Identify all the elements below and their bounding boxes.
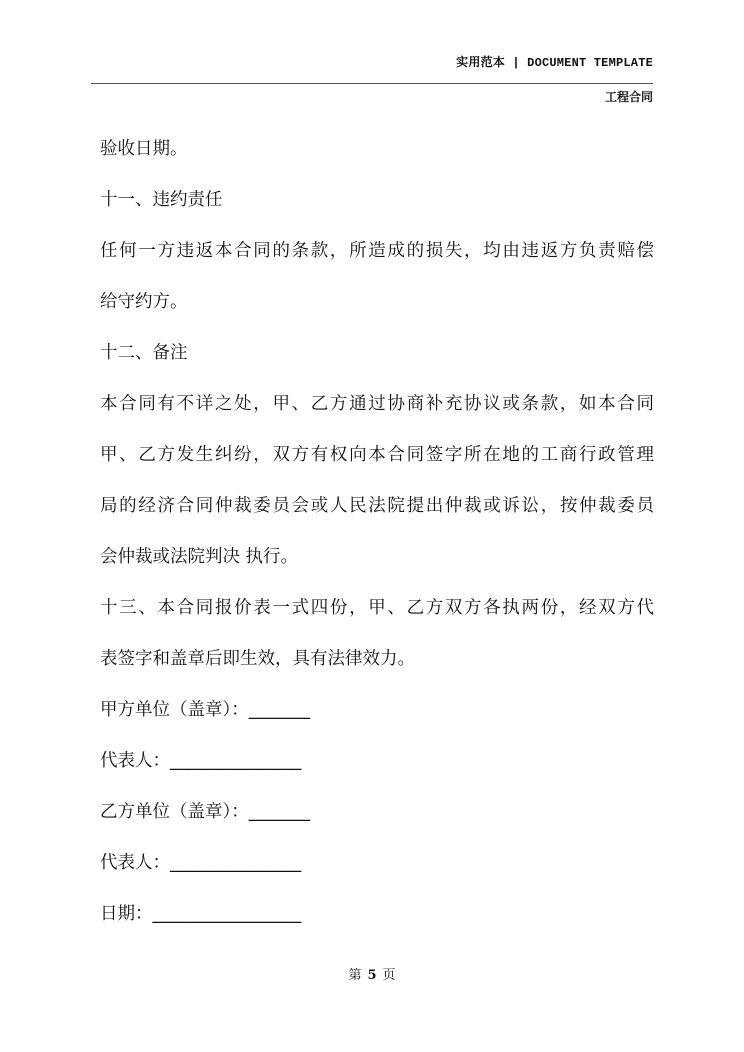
page-footer xyxy=(0,964,744,983)
paragraph-line: 会仲裁或法院判决 执行。 xyxy=(100,547,299,567)
page-number: 5 xyxy=(367,968,377,983)
section-heading: 十一、违约责任 xyxy=(100,190,223,210)
header-divider xyxy=(91,83,653,84)
page-prefix: 第 xyxy=(348,968,362,983)
header-subtitle: 工程合同 xyxy=(604,90,653,104)
paragraph-line: 任何一方违返本合同的条款，所造成的损失，均由违返方负责赔偿 xyxy=(100,241,654,261)
party-a-representative-field: 代表人：_______________ xyxy=(100,751,302,771)
document-body xyxy=(100,139,660,955)
section-heading: 十二、备注 xyxy=(100,343,188,363)
paragraph-line: 十三、本合同报价表一式四份，甲、乙方双方各执两份，经双方代 xyxy=(100,598,654,618)
paragraph-line: 甲、乙方发生纠纷，双方有权向本合同签字所在地的工商行政管理 xyxy=(100,445,654,465)
page-suffix: 页 xyxy=(382,968,396,983)
paragraph-line: 给守约方。 xyxy=(100,292,188,312)
date-field: 日期：_________________ xyxy=(100,904,302,924)
paragraph-line: 本合同有不详之处，甲、乙方通过协商补充协议或条款，如本合同 xyxy=(100,394,654,414)
paragraph-line: 表签字和盖章后即生效，具有法律效力。 xyxy=(100,649,415,669)
paragraph-line: 局的经济合同仲裁委员会或人民法院提出仲裁或诉讼，按仲裁委员 xyxy=(100,496,654,516)
party-a-unit-field: 甲方单位（盖章）：_______ xyxy=(100,700,310,720)
party-b-unit-field: 乙方单位（盖章）：_______ xyxy=(100,802,310,822)
header-title: 实用范本 | DOCUMENT TEMPLATE xyxy=(456,56,653,70)
party-b-representative-field: 代表人：_______________ xyxy=(100,853,302,873)
paragraph-line: 验收日期。 xyxy=(100,139,188,159)
